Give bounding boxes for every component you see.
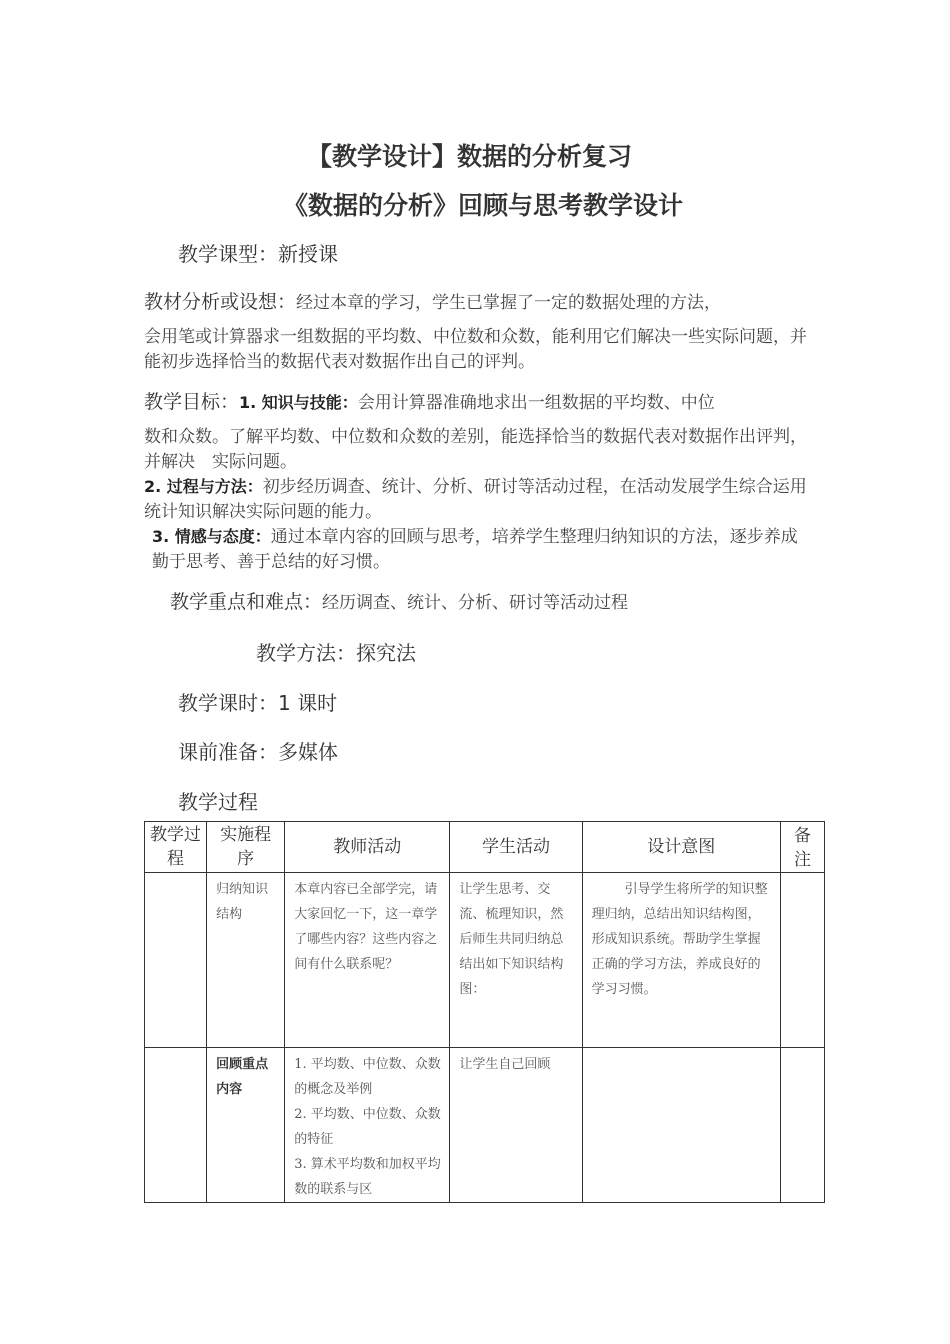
goal-1-text-2: 数和众数。了解平均数、中位数和众数的差别，能选择恰当的数据代表对数据作出评判，并解决 实际问题。 — [144, 427, 807, 472]
goals-label: 教学目标： — [144, 391, 240, 413]
row1-student: 让学生思考、交流、梳理知识，然后师生共同归纳总结出如下知识结构图： — [450, 873, 582, 1048]
header-intent: 设计意图 — [582, 822, 780, 873]
process-table — [144, 821, 825, 1203]
key-points-text: 经历调查、统计、分析、研讨等活动过程 — [322, 593, 629, 613]
goals-section — [144, 388, 814, 475]
table-header-row — [145, 822, 825, 873]
row2-process — [145, 1048, 207, 1203]
page-title: 【教学设计】数据的分析复习 — [307, 142, 633, 171]
row1-step: 归纳知识结构 — [207, 873, 285, 1048]
header-teacher: 教师活动 — [285, 822, 450, 873]
header-process: 教学过程 — [145, 822, 207, 873]
row2-note — [780, 1048, 824, 1203]
row1-teacher: 本章内容已全部学完，请大家回忆一下，这一章学了哪些内容？这些内容之间有什么联系呢？ — [285, 873, 450, 1048]
row2-step: 回顾重点内容 — [207, 1048, 285, 1203]
process-heading: 教学过程 — [178, 790, 258, 814]
teaching-method: 教学方法：探究法 — [256, 641, 416, 665]
goal-3-text: 通过本章内容的回顾与思考，培养学生整理归纳知识的方法，逐步养成勤于思考、善于总结的好习惯。 — [152, 527, 798, 572]
table-row — [145, 873, 825, 1048]
header-step: 实施程序 — [207, 822, 285, 873]
goal-1-text-1: 会用计算器准确地求出一组数据的平均数、中位 — [357, 393, 715, 413]
preparation: 课前准备：多媒体 — [178, 740, 338, 764]
analysis-section — [144, 288, 814, 375]
key-points-label: 教学重点和难点： — [170, 591, 323, 613]
goal-3-label: 3. 情感与态度： — [152, 527, 271, 546]
row1-intent: 引导学生将所学的知识整理归纳，总结出知识结构图，形成知识系统。帮助学生掌握正确的学习方法，养成良好的学习习惯。 — [582, 873, 780, 1048]
row2-student: 让学生自己回顾 — [450, 1048, 582, 1203]
analysis-label: 教材分析或设想： — [144, 291, 297, 313]
analysis-text-1: 经过本章的学习，学生已掌握了一定的数据处理的方法， — [296, 293, 722, 313]
analysis-text-2: 会用笔或计算器求一组数据的平均数、中位数和众数，能利用它们解决一些实际问题，并能初步选择恰当的数据代表对数据作出自己的评判。 — [144, 327, 807, 372]
key-points — [170, 587, 628, 614]
goal-2-text: 初步经历调查、统计、分析、研讨等活动过程，在活动发展学生综合运用统计知识解决实际问题的能力。 — [144, 477, 807, 522]
table-row — [145, 1048, 825, 1203]
page-subtitle: 《数据的分析》回顾与思考教学设计 — [283, 191, 684, 220]
row2-teacher: 1. 平均数、中位数、众数的概念及举例 2. 平均数、中位数、众数的特征 3. 算术平均数和加权平均数的联系与区 — [285, 1048, 450, 1203]
goal-2-label: 2. 过程与方法： — [144, 477, 263, 496]
header-student: 学生活动 — [450, 822, 582, 873]
row2-intent — [582, 1048, 780, 1203]
goal-1-label: 1. 知识与技能： — [239, 393, 358, 412]
header-note: 备注 — [780, 822, 824, 873]
row1-process — [145, 873, 207, 1048]
teaching-hours: 教学课时：1 课时 — [178, 691, 338, 715]
lesson-type: 教学课型：新授课 — [178, 242, 338, 266]
row1-note — [780, 873, 824, 1048]
goal-3 — [152, 524, 814, 575]
goal-2 — [144, 474, 814, 525]
